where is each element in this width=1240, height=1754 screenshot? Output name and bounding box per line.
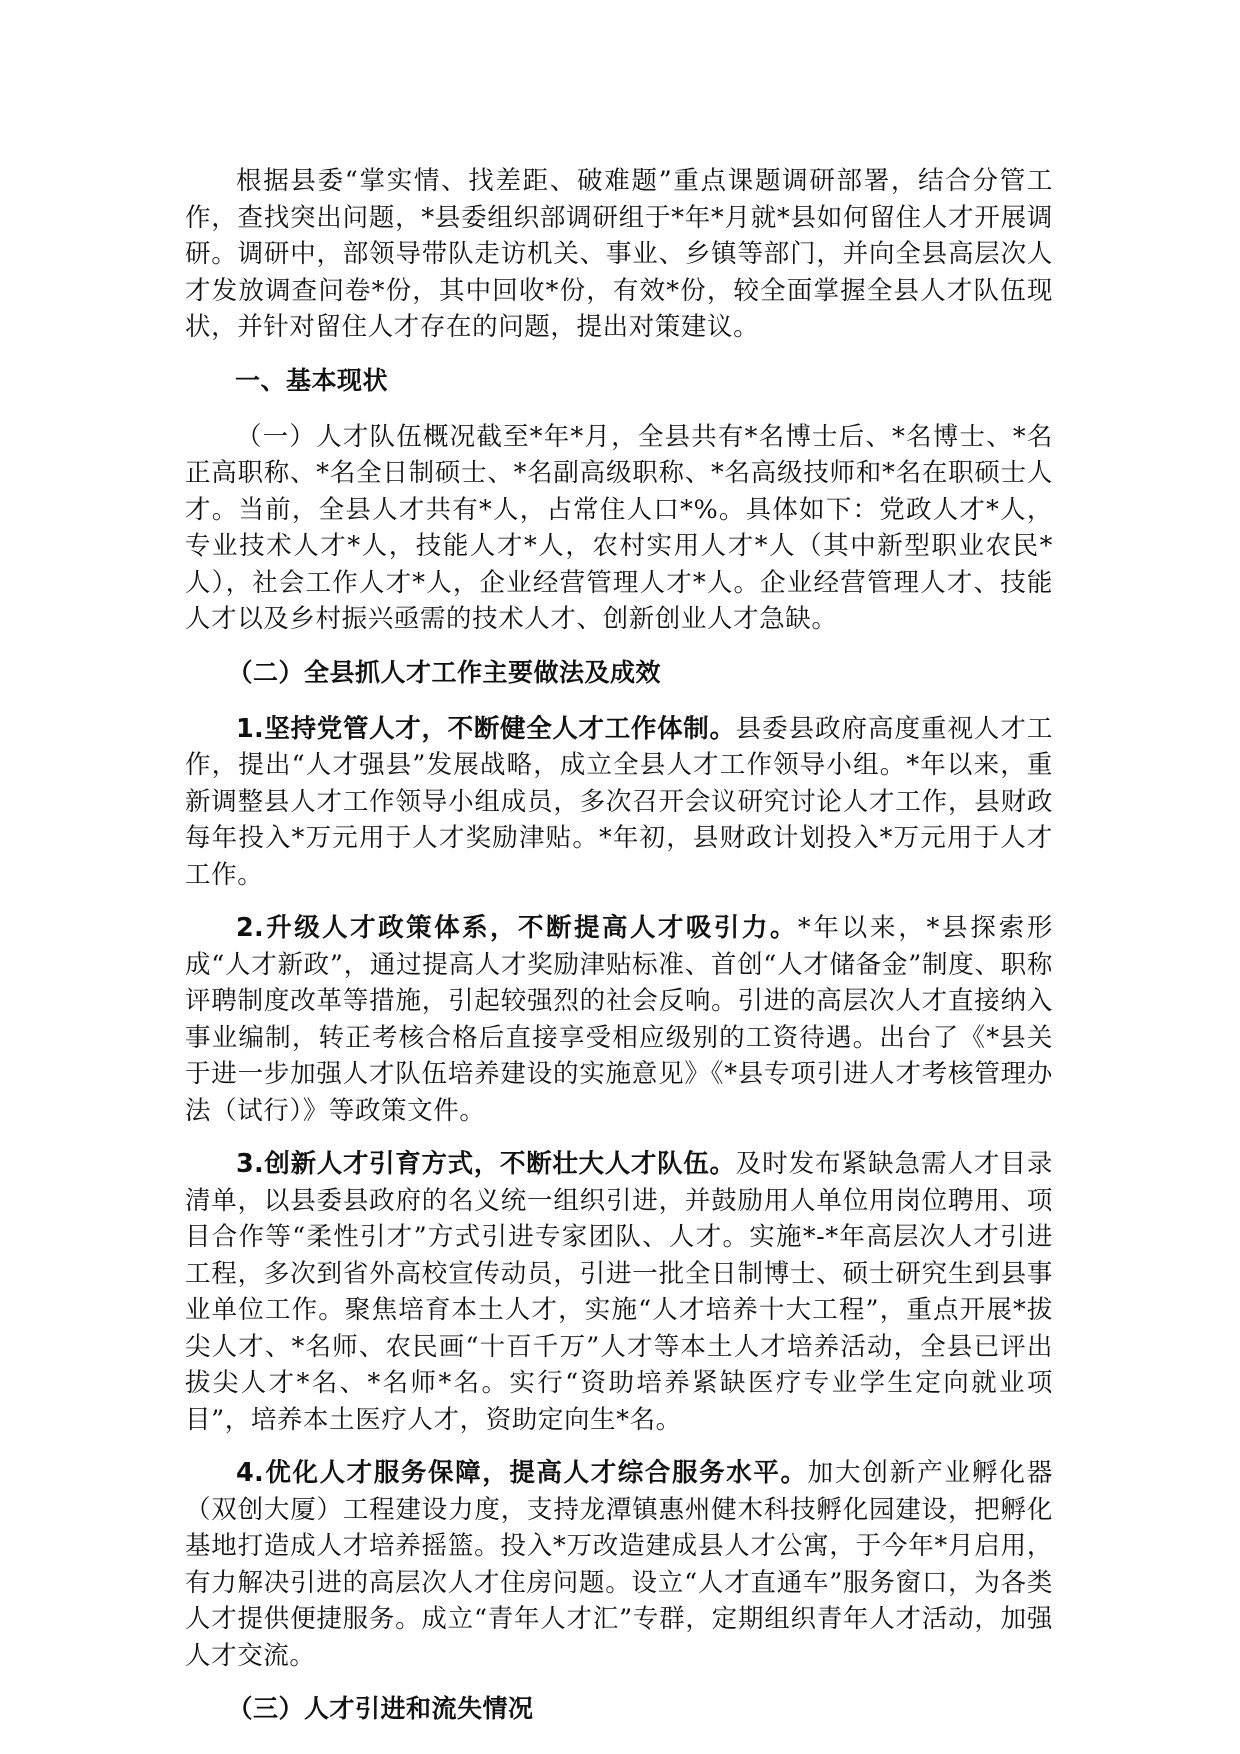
measure-item-3-body: 及时发布紧缺急需人才目录清单，以县委县政府的名义统一组织引进，并鼓励用人单位用岗位聘用、项目合作等“柔性引才”方式引进专家团队、人才。实施*-*年高层次人才引进工程，多次到省外高校宣传动员，引进一批全日制博士、硕士研究生到县事业单位工作。聚焦培育本土人才，实施“人才培养十大工程”，重点开展*拔尖人才、*名师、农民画“十百千万”人才等本土人才培养活动，全县已评出拔尖人才*名、*名师*名。实行“资助培养紧缺医疗专业学生定向就业项目”，培养本土医疗人才，资助定向生*名。 [185,1149,1053,1435]
subsection-heading-measures: （二）全县抓人才工作主要做法及成效 [227,657,662,687]
measure-item-1-lead: 1.坚持党管人才，不断健全人才工作体制。 [236,713,736,744]
measure-item-1 [185,711,1053,894]
measure-item-1-body: 县委县政府高度重视人才工作，提出“人才强县”发展战略，成立全县人才工作领导小组。*年以来，重新调整县人才工作领导小组成员，多次召开会议研究讨论人才工作，县财政每年投入*万元用于人才奖励津贴。*年初，县财政计划投入*万元用于人才工作。 [185,713,1053,890]
measure-item-2-body: *年以来，*县探索形成“人才新政”，通过提高人才奖励津贴标准、首创“人才储备金”制度、职称评聘制度改革等措施，引起较强烈的社会反响。引进的高层次人才直接纳入事业编制，转正考核合格后直接享受相应级别的工资待遇。出台了《*县关于进一步加强人才队伍培养建设的实施意见》《*县专项引进人才考核管理办法（试行）》等政策文件。 [185,913,1053,1126]
section-heading-basic-status: 一、基本现状 [235,365,389,395]
measure-item-4-lead: 4.优化人才服务保障，提高人才综合服务水平。 [236,1458,808,1488]
measure-item-4 [185,1455,1053,1674]
subsection-heading-introduction-loss: （三）人才引进和流失情况 [227,1694,534,1723]
measure-item-3 [185,1146,1053,1438]
measure-item-2-lead: 2.升级人才政策体系，不断提高人才吸引力。 [236,913,798,943]
measure-item-2 [185,910,1053,1129]
intro-paragraph: 根据县委“掌实情、找差距、破难题”重点课题调研部署，结合分管工作，查找突出问题，*县委组织部调研组于*年*月就*县如何留住人才开展调研。调研中，部领导带队走访机关、事业、乡镇等部门，并向全县高层次人才发放调查问卷*份，其中回收*份，有效*份，较全面掌握全县人才队伍现状，并针对留住人才存在的问题，提出对策建议。 [185,166,1053,342]
measure-item-3-lead: 3.创新人才引育方式，不断壮大人才队伍。 [236,1149,736,1179]
talent-overview-paragraph: （一）人才队伍概况截至*年*月，全县共有*名博士后、*名博士、*名正高职称、*名全日制硕士、*名副高级职称、*名高级技师和*名在职硕士人才。当前，全县人才共有*人，占常住人口*%。具体如下：党政人才*人，专业技术人才*人，技能人才*人，农村实用人才*人（其中新型职业农民*人），社会工作人才*人，企业经营管理人才*人。企业经营管理人才、技能人才以及乡村振兴亟需的技术人才、创新创业人才急缺。 [185,421,1053,634]
measure-item-4-body: 加大创新产业孵化器（双创大厦）工程建设力度，支持龙潭镇惠州健木科技孵化园建设，把孵化基地打造成人才培养摇篮。投入*万改造建成县人才公寓，于今年*月启用，有力解决引进的高层次人才住房问题。设立“人才直通车”服务窗口，为各类人才提供便捷服务。成立“青年人才汇”专群，定期组织青年人才活动，加强人才交流。 [185,1458,1053,1671]
document-page [185,163,1053,1747]
